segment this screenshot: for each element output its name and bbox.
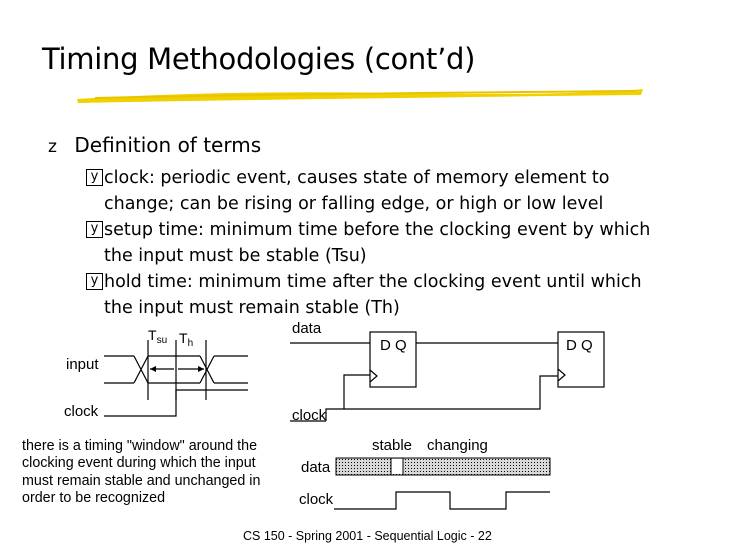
ff2-pins-label: D Q [566, 337, 593, 354]
setup-def-line1: setup time: minimum time before the clocking event by which [104, 220, 651, 240]
right-clock-label: clock [292, 407, 327, 424]
bottom-data-label: data [301, 459, 331, 476]
y-bullet-icon: y [86, 273, 103, 290]
ff-wires [290, 343, 558, 421]
tsu-main: T [148, 327, 157, 343]
z-bullet-icon: z [48, 137, 57, 157]
tsu-label [148, 327, 167, 346]
setup-hold-markers [148, 340, 206, 400]
th-main: T [179, 330, 188, 346]
th-sub: h [187, 338, 194, 349]
hold-def-line2: the input must remain stable (Th) [104, 298, 400, 318]
timing-window-note: there is a timing "window" around the clocking event during which the input must remain stable and unchanged in order to be recognized [22, 438, 261, 507]
clock-def-line2: change; can be rising or falling edge, or high or low level [104, 194, 604, 214]
tsu-sub: su [156, 335, 168, 346]
heading-text: Definition of terms [74, 133, 262, 157]
stable-label: stable [372, 437, 413, 454]
setup-def-line2: the input must be stable (Tsu) [104, 246, 367, 266]
left-clock-waveform [104, 390, 248, 416]
clock-def-line1: clock: periodic event, causes state of memory element to [104, 168, 610, 188]
y-bullet-icon: y [86, 221, 103, 238]
input-label: input [66, 356, 99, 373]
right-data-label: data [292, 320, 322, 337]
bottom-clock-waveform [334, 492, 550, 509]
slide-footer: CS 150 - Spring 2001 - Sequential Logic - 22 [243, 529, 492, 543]
tsu-arrow [150, 366, 174, 372]
th-arrow [178, 366, 204, 372]
hold-def-line1: hold time: minimum time after the clocking event until which [104, 272, 642, 292]
bottom-clock-label: clock [299, 491, 334, 508]
data-bus-waveform [336, 458, 550, 475]
changing-label: changing [427, 437, 488, 454]
ff1-pins-label: D Q [380, 337, 407, 354]
y-bullet-icon: y [86, 169, 103, 186]
left-clock-label: clock [64, 403, 99, 420]
slide-title: Timing Methodologies (cont’d) [42, 42, 476, 76]
th-label [179, 330, 193, 349]
